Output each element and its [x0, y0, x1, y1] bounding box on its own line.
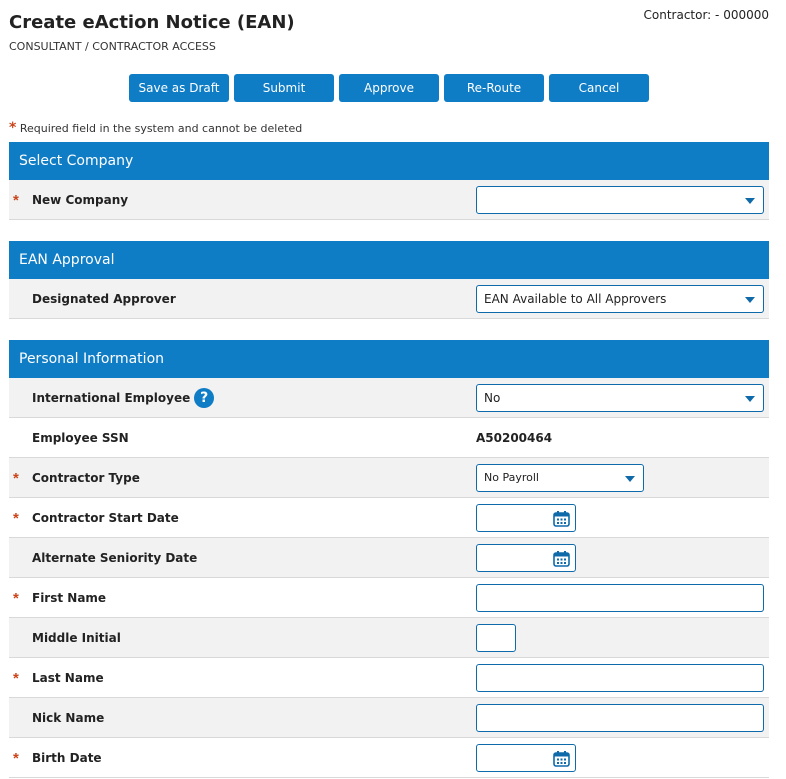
page-title: Create eAction Notice (EAN)	[9, 12, 295, 33]
help-icon[interactable]: ?	[194, 388, 214, 408]
required-note	[9, 120, 302, 136]
middle-initial-input[interactable]	[476, 624, 516, 652]
alternate-seniority-date-input[interactable]	[476, 544, 576, 572]
save-draft-button[interactable]: Save as Draft	[129, 74, 229, 102]
birth-date-row	[9, 738, 769, 778]
international-employee-value: No	[484, 390, 501, 405]
new-company-select[interactable]	[476, 186, 764, 214]
first-name-label: First Name	[32, 590, 107, 605]
calendar-icon[interactable]	[553, 750, 570, 767]
chevron-down-icon	[745, 198, 755, 204]
designated-approver-row	[9, 279, 769, 319]
international-employee-label	[32, 388, 214, 408]
contractor-type-select[interactable]	[476, 464, 644, 492]
last-name-row	[9, 658, 769, 698]
required-star: *	[9, 120, 17, 136]
new-company-label: New Company	[32, 192, 129, 207]
required-star: *	[13, 750, 19, 767]
approve-button[interactable]: Approve	[339, 74, 439, 102]
new-company-row	[9, 180, 769, 220]
required-star: *	[13, 590, 19, 607]
nick-name-label: Nick Name	[32, 710, 105, 725]
chevron-down-icon	[745, 396, 755, 402]
employee-ssn-row	[9, 418, 769, 458]
calendar-icon[interactable]	[553, 550, 570, 567]
designated-approver-label: Designated Approver	[32, 291, 176, 306]
section-header-personal: Personal Information	[9, 340, 769, 378]
birth-date-label: Birth Date	[32, 750, 102, 765]
designated-approver-select[interactable]	[476, 285, 764, 313]
action-toolbar	[129, 74, 649, 102]
personal-information-section	[9, 340, 769, 778]
birth-date-input[interactable]	[476, 744, 576, 772]
last-name-input[interactable]	[476, 664, 764, 692]
required-star: *	[13, 510, 19, 527]
section-header-approval: EAN Approval	[9, 241, 769, 279]
contractor-start-date-input[interactable]	[476, 504, 576, 532]
middle-initial-label: Middle Initial	[32, 630, 121, 645]
employee-ssn-label: Employee SSN	[32, 430, 129, 445]
alternate-seniority-date-label: Alternate Seniority Date	[32, 550, 198, 565]
contractor-start-date-row	[9, 498, 769, 538]
required-note-text: Required field in the system and cannot be deleted	[19, 122, 303, 135]
submit-button[interactable]: Submit	[234, 74, 334, 102]
calendar-icon[interactable]	[553, 510, 570, 527]
middle-initial-row	[9, 618, 769, 658]
section-header-company: Select Company	[9, 142, 769, 180]
contractor-type-row	[9, 458, 769, 498]
first-name-input[interactable]	[476, 584, 764, 612]
reroute-button[interactable]: Re-Route	[444, 74, 544, 102]
page-subtitle: CONSULTANT / CONTRACTOR ACCESS	[9, 40, 216, 53]
contractor-start-date-label: Contractor Start Date	[32, 510, 179, 525]
chevron-down-icon	[625, 476, 635, 482]
chevron-down-icon	[745, 297, 755, 303]
first-name-row	[9, 578, 769, 618]
international-employee-label-text: International Employee	[32, 390, 191, 405]
employee-ssn-value: A50200464	[476, 430, 553, 445]
international-employee-select[interactable]	[476, 384, 764, 412]
contractor-id: Contractor: - 000000	[643, 8, 769, 22]
alternate-seniority-date-row	[9, 538, 769, 578]
required-star: *	[13, 192, 19, 209]
designated-approver-value: EAN Available to All Approvers	[484, 291, 667, 306]
required-star: *	[13, 670, 19, 687]
contractor-type-label: Contractor Type	[32, 470, 140, 485]
cancel-button[interactable]: Cancel	[549, 74, 649, 102]
ean-approval-section	[9, 241, 769, 319]
nick-name-row	[9, 698, 769, 738]
select-company-section	[9, 142, 769, 220]
last-name-label: Last Name	[32, 670, 104, 685]
international-employee-row	[9, 378, 769, 418]
required-star: *	[13, 470, 19, 487]
nick-name-input[interactable]	[476, 704, 764, 732]
contractor-type-value: No Payroll	[484, 471, 539, 484]
